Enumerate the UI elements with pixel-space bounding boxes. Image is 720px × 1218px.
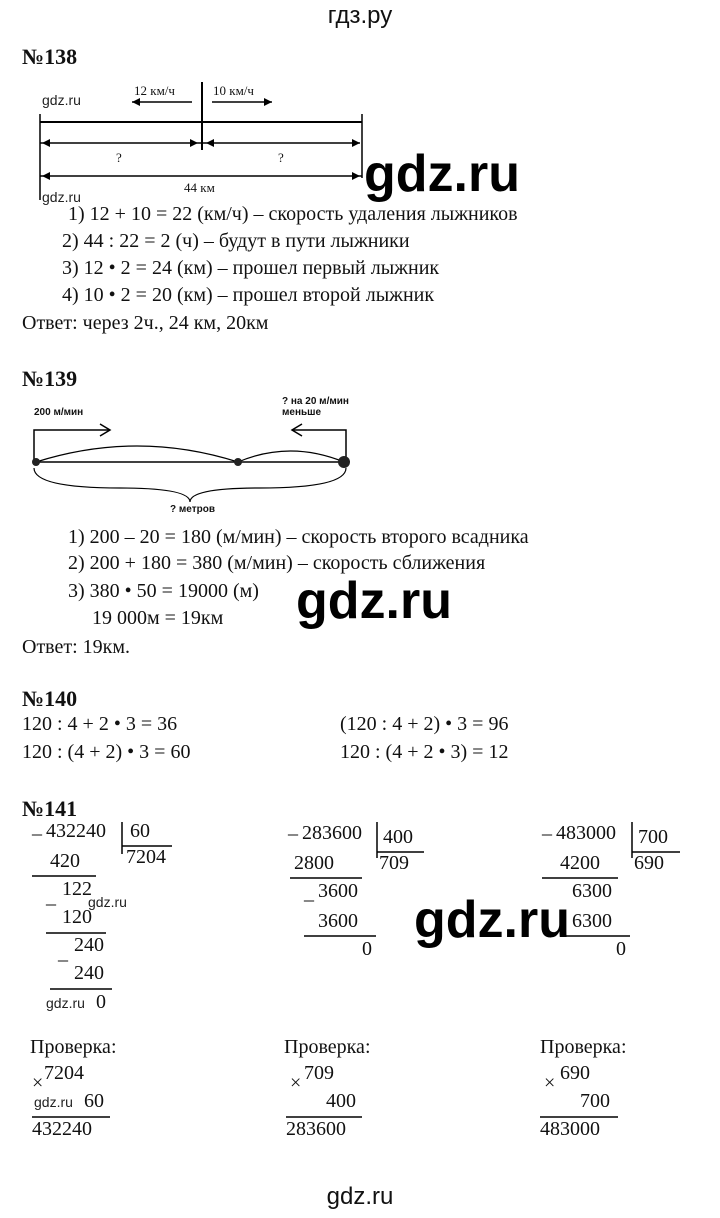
product: 483000 (540, 1118, 600, 1140)
factor: 60 (84, 1090, 104, 1112)
minus-sign: _ (288, 816, 298, 838)
site-footer: gdz.ru (326, 1183, 394, 1210)
dividend: 432240 (46, 820, 106, 842)
remainder: 3600 (318, 880, 358, 902)
subtrahend: 420 (50, 850, 80, 872)
problem-number-138: №138 (22, 44, 78, 69)
expression: 120 : (4 + 2 • 3) = 12 (340, 741, 509, 763)
subtrahend: 3600 (318, 910, 358, 932)
quotient: 7204 (126, 846, 166, 868)
quotient: 709 (379, 852, 409, 874)
speed-right-label: меньше (282, 407, 322, 418)
expression: (120 : 4 + 2) • 3 = 96 (340, 713, 509, 735)
expression: 120 : 4 + 2 • 3 = 36 (22, 713, 178, 735)
segment-right-unknown: ? (278, 150, 284, 165)
subtrahend: 120 (62, 906, 92, 928)
solution-step: 1) 12 + 10 = 22 (км/ч) – скорость удаления лыжников (68, 203, 518, 225)
answer-138: Ответ: через 2ч., 24 км, 20км (22, 312, 269, 334)
speed-left-label: 12 км/ч (134, 83, 175, 98)
minus-sign: _ (32, 816, 42, 838)
check-label: Проверка: (540, 1036, 627, 1058)
subtrahend: 2800 (294, 852, 334, 874)
watermark-small: gdz.ru (34, 1094, 73, 1110)
product: 283600 (286, 1118, 346, 1140)
solution-step: 1) 200 – 20 = 180 (м/мин) – скорость второго всадника (68, 526, 529, 548)
times-sign: × (32, 1072, 44, 1094)
quotient: 690 (634, 852, 664, 874)
watermark-small: gdz.ru (88, 894, 127, 910)
subtrahend: 6300 (572, 910, 612, 932)
watermark-small: gdz.ru (42, 92, 81, 108)
watermark-big: gdz.ru (296, 572, 452, 630)
speed-right-label: ? на 20 м/мин (282, 396, 349, 407)
check-label: Проверка: (30, 1036, 117, 1058)
solution-step: 4) 10 • 2 = 20 (км) – прошел второй лыжник (62, 284, 435, 306)
minus-sign: _ (58, 942, 68, 964)
remainder: 6300 (572, 880, 612, 902)
factor: 7204 (44, 1062, 84, 1084)
remainder: 240 (74, 934, 104, 956)
watermark-small: gdz.ru (42, 189, 81, 205)
product: 432240 (32, 1118, 92, 1140)
solution-step: 3) 12 • 2 = 24 (км) – прошел первый лыжник (62, 257, 440, 279)
times-sign: × (290, 1072, 302, 1094)
dividend: 283600 (302, 822, 362, 844)
check-label: Проверка: (284, 1036, 371, 1058)
total-distance-label: 44 км (184, 180, 215, 195)
site-header: гдз.ру (327, 2, 393, 29)
solution-step: 2) 200 + 180 = 380 (м/мин) – скорость сближения (68, 552, 486, 574)
factor: 700 (580, 1090, 610, 1112)
final-remainder: 0 (96, 991, 106, 1013)
speed-right-label: 10 км/ч (213, 83, 254, 98)
subtrahend: 240 (74, 962, 104, 984)
problem-number-140: №140 (22, 686, 78, 711)
factor: 690 (560, 1062, 590, 1084)
solution-step: 3) 380 • 50 = 19000 (м) (68, 580, 259, 602)
final-remainder: 0 (616, 938, 626, 960)
dividend: 483000 (556, 822, 616, 844)
solution-step: 19 000м = 19км (92, 607, 224, 629)
watermark-big: gdz.ru (414, 891, 570, 949)
final-remainder: 0 (362, 938, 372, 960)
problem-number-139: №139 (22, 366, 78, 391)
divisor: 400 (383, 826, 413, 848)
speed-left-label: 200 м/мин (34, 407, 84, 418)
total-distance-label: ? метров (170, 504, 215, 515)
factor: 400 (326, 1090, 356, 1112)
segment-left-unknown: ? (116, 150, 122, 165)
minus-sign: _ (46, 886, 56, 908)
solution-step: 2) 44 : 22 = 2 (ч) – будут в пути лыжники (62, 230, 410, 252)
minus-sign: _ (542, 816, 552, 838)
answer-139: Ответ: 19км. (22, 636, 131, 658)
minus-sign: _ (304, 882, 314, 904)
watermark-small: gdz.ru (46, 995, 85, 1011)
times-sign: × (544, 1072, 556, 1094)
problem-number-141: №141 (22, 796, 78, 821)
expression: 120 : (4 + 2) • 3 = 60 (22, 741, 191, 763)
subtrahend: 4200 (560, 852, 600, 874)
divisor: 700 (638, 826, 668, 848)
watermark-big: gdz.ru (364, 145, 520, 203)
factor: 709 (304, 1062, 334, 1084)
remainder: 122 (62, 878, 92, 900)
divisor: 60 (130, 820, 150, 842)
